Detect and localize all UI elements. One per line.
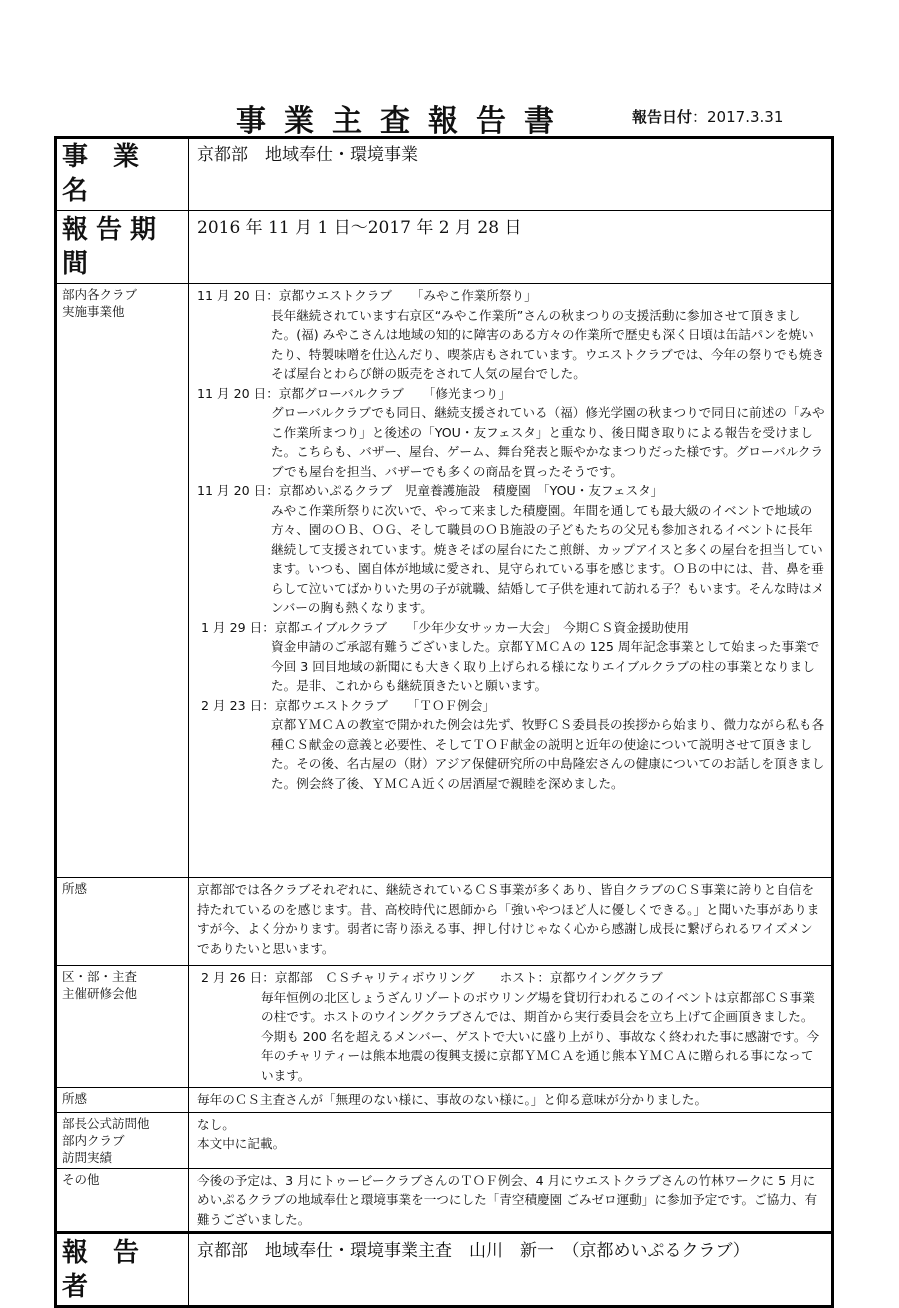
period-label: 報告期間 (56, 211, 189, 284)
visit-line2: 本文中に記載。 (197, 1136, 286, 1151)
entry-body: 長年継続されています右京区“みやこ作業所”さんの秋まつりの支援活動に参加させて頂きました。(福) みやこさんは地域の知的に障害のある方々の作業所で歴史も深く日頃は缶詰パンを焼いたり、特製味噌を仕込んだり、喫茶店もされています。ウエストクラブでは、今年の祭りでも焼きそば屋台とわらび餅の販売をされて人気の屋台でした。 (271, 307, 825, 381)
district-body: 毎年恒例の北区しょうざんリゾートのボウリング場を貸切行われるこのイベントは京都部ＣＳ事業の柱です。ホストのウイングクラブさんでは、期首から実行委員会を立ち上げて企画頂きました。今期も 200 名を超えるメンバー、ゲストで大いに盛り上がり、事故なく終われた事に感謝です。今年のチャリティーは熊本地震の復興支援に京都ＹＭＣＡを通じ熊本ＹＭＣＡに贈られる事になっています。 (261, 989, 820, 1083)
district-label: 区・部・主査 主催研修会他 (56, 966, 189, 1088)
entry-head: 11 月 20 日：京都グローバルクラブ 「修光まつり」 (197, 385, 511, 401)
visit-label: 部長公式訪問他 部内クラブ 訪問実績 (56, 1112, 189, 1168)
entry-head: 11 月 20 日：京都ウエストクラブ 「みやこ作業所祭り」 (197, 288, 537, 303)
project-value: 京都部 地域奉仕・環境事業 (189, 138, 834, 211)
other-value: 今後の予定は、3 月にトゥービークラブさんのＴＯＦ例会、4 月にウエストクラブさんの竹林ワークに 5 月にめいぷるクラブの地域奉仕と環境事業を一つにした「青空積慶園 ごみゼロ運動」に参加予定です。ご協力、有難うございました。 (189, 1168, 834, 1233)
impression2-label: 所感 (56, 1088, 189, 1113)
impression1-label: 所感 (56, 878, 189, 966)
clubs-label: 部内各クラブ 実施事業他 (56, 284, 189, 878)
period-value: 2016 年 11 月 1 日～2017 年 2 月 28 日 (189, 211, 834, 284)
entry-body: 資金申請のご承認有難うございました。京都ＹＭＣＡの 125 周年記念事業として始まった事業で今回 3 回目地域の新聞にも大きく取り上げられる様になりエイブルクラブの柱の事業となりました。是非、これからも継続頂きたいと願います。 (271, 639, 820, 693)
visit-line1: なし。 (197, 1116, 235, 1132)
impression2-value: 毎年のＣＳ主査さんが「無理のない様に、事故のない様に。」と仰る意味が分かりました。 (189, 1088, 834, 1113)
report-date (632, 106, 783, 127)
entry-body: 京都ＹＭＣＡの教室で開かれた例会は先ず、牧野ＣＳ委員長の挨拶から始まり、微力ながら私も各種ＣＳ献金の意義と必要性、そしてＴＯＦ献金の説明と近年の使途について説明させて頂きました。その後、名古屋の（財）アジア保健研究所の中島隆宏さんの健康についてのお話しを頂きました。例会終了後、ＹＭＣＡ近くの居酒屋で親睦を深めました。 (271, 717, 825, 791)
reporter-value: 京都部 地域奉仕・環境事業主査 山川 新一 （京都めいぷるクラブ） (189, 1233, 834, 1307)
entry-head: 1 月 29 日：京都エイブルクラブ 「少年少女サッカー大会」 今期ＣＳ資金援助使用 (197, 619, 690, 635)
project-label: 事 業 名 (56, 138, 189, 211)
entry-body: みやこ作業所祭りに次いで、やって来ました積慶園。年間を通しても最大級のイベントで地域の方々、園のＯＢ、ＯＧ、そして職員のＯＢ施設の子どもたちの父兄も参加されるイベントに長年継続して支援されています。焼きそばの屋台にたこ煎餅、カップアイスと多くの屋台を担当しています。いつも、園自体が地域に愛され、見守られている事を感じます。ＯＢの中には、昔、鼻を垂らして泣いてばかりいた男の子が就職、結婚して子供を連れて訪れる子？もいます。そんな時はメンバーの胸も熱くなります。 (271, 502, 825, 615)
entry-head: 2 月 23 日：京都ウエストクラブ 「ＴＯＦ例会」 (197, 697, 495, 713)
entry-body: グローバルクラブでも同日、継続支援されている（福）修光学園の秋まつりで同日に前述の「みやこ作業所まつり」と後述の「YOU・友フェスタ」と重なり、後日聞き取りによる報告を受けました。こちらも、バザー、屋台、ゲーム、舞台発表と賑やかなまつりだった様です。グローバルクラブでも屋台を担当、バザーでも多くの商品を買ったそうです。 (271, 405, 825, 479)
entry-head: 11 月 20 日：京都めいぷるクラブ 児童養護施設 積慶園 「YOU・友フェスタ」 (197, 483, 664, 498)
report-date-label: 報告日付 (632, 108, 693, 126)
district-head: 2 月 26 日：京都部 ＣＳチャリティボウリング ホスト：京都ウイングクラブ (197, 970, 663, 985)
reporter-label: 報 告 者 (56, 1233, 189, 1307)
page-title: 事業主査報告書 (236, 104, 572, 139)
report-frame (54, 136, 834, 1308)
impression1-value: 京都部では各クラブそれぞれに、継続されているＣＳ事業が多くあり、皆自クラブのＣＳ事業に誇りと自信を持たれているのを感じます。昔、高校時代に恩師から「強いやつほど人に優しくできる。」と聞いた事がありますが今、よく分かります。弱者に寄り添える事、押し付けじゃなく心から感謝し成長に繋げられるワイズメンでありたいと思います。 (189, 878, 834, 966)
other-label: その他 (56, 1168, 189, 1233)
report-date-value: ：2017.3.31 (692, 108, 784, 126)
